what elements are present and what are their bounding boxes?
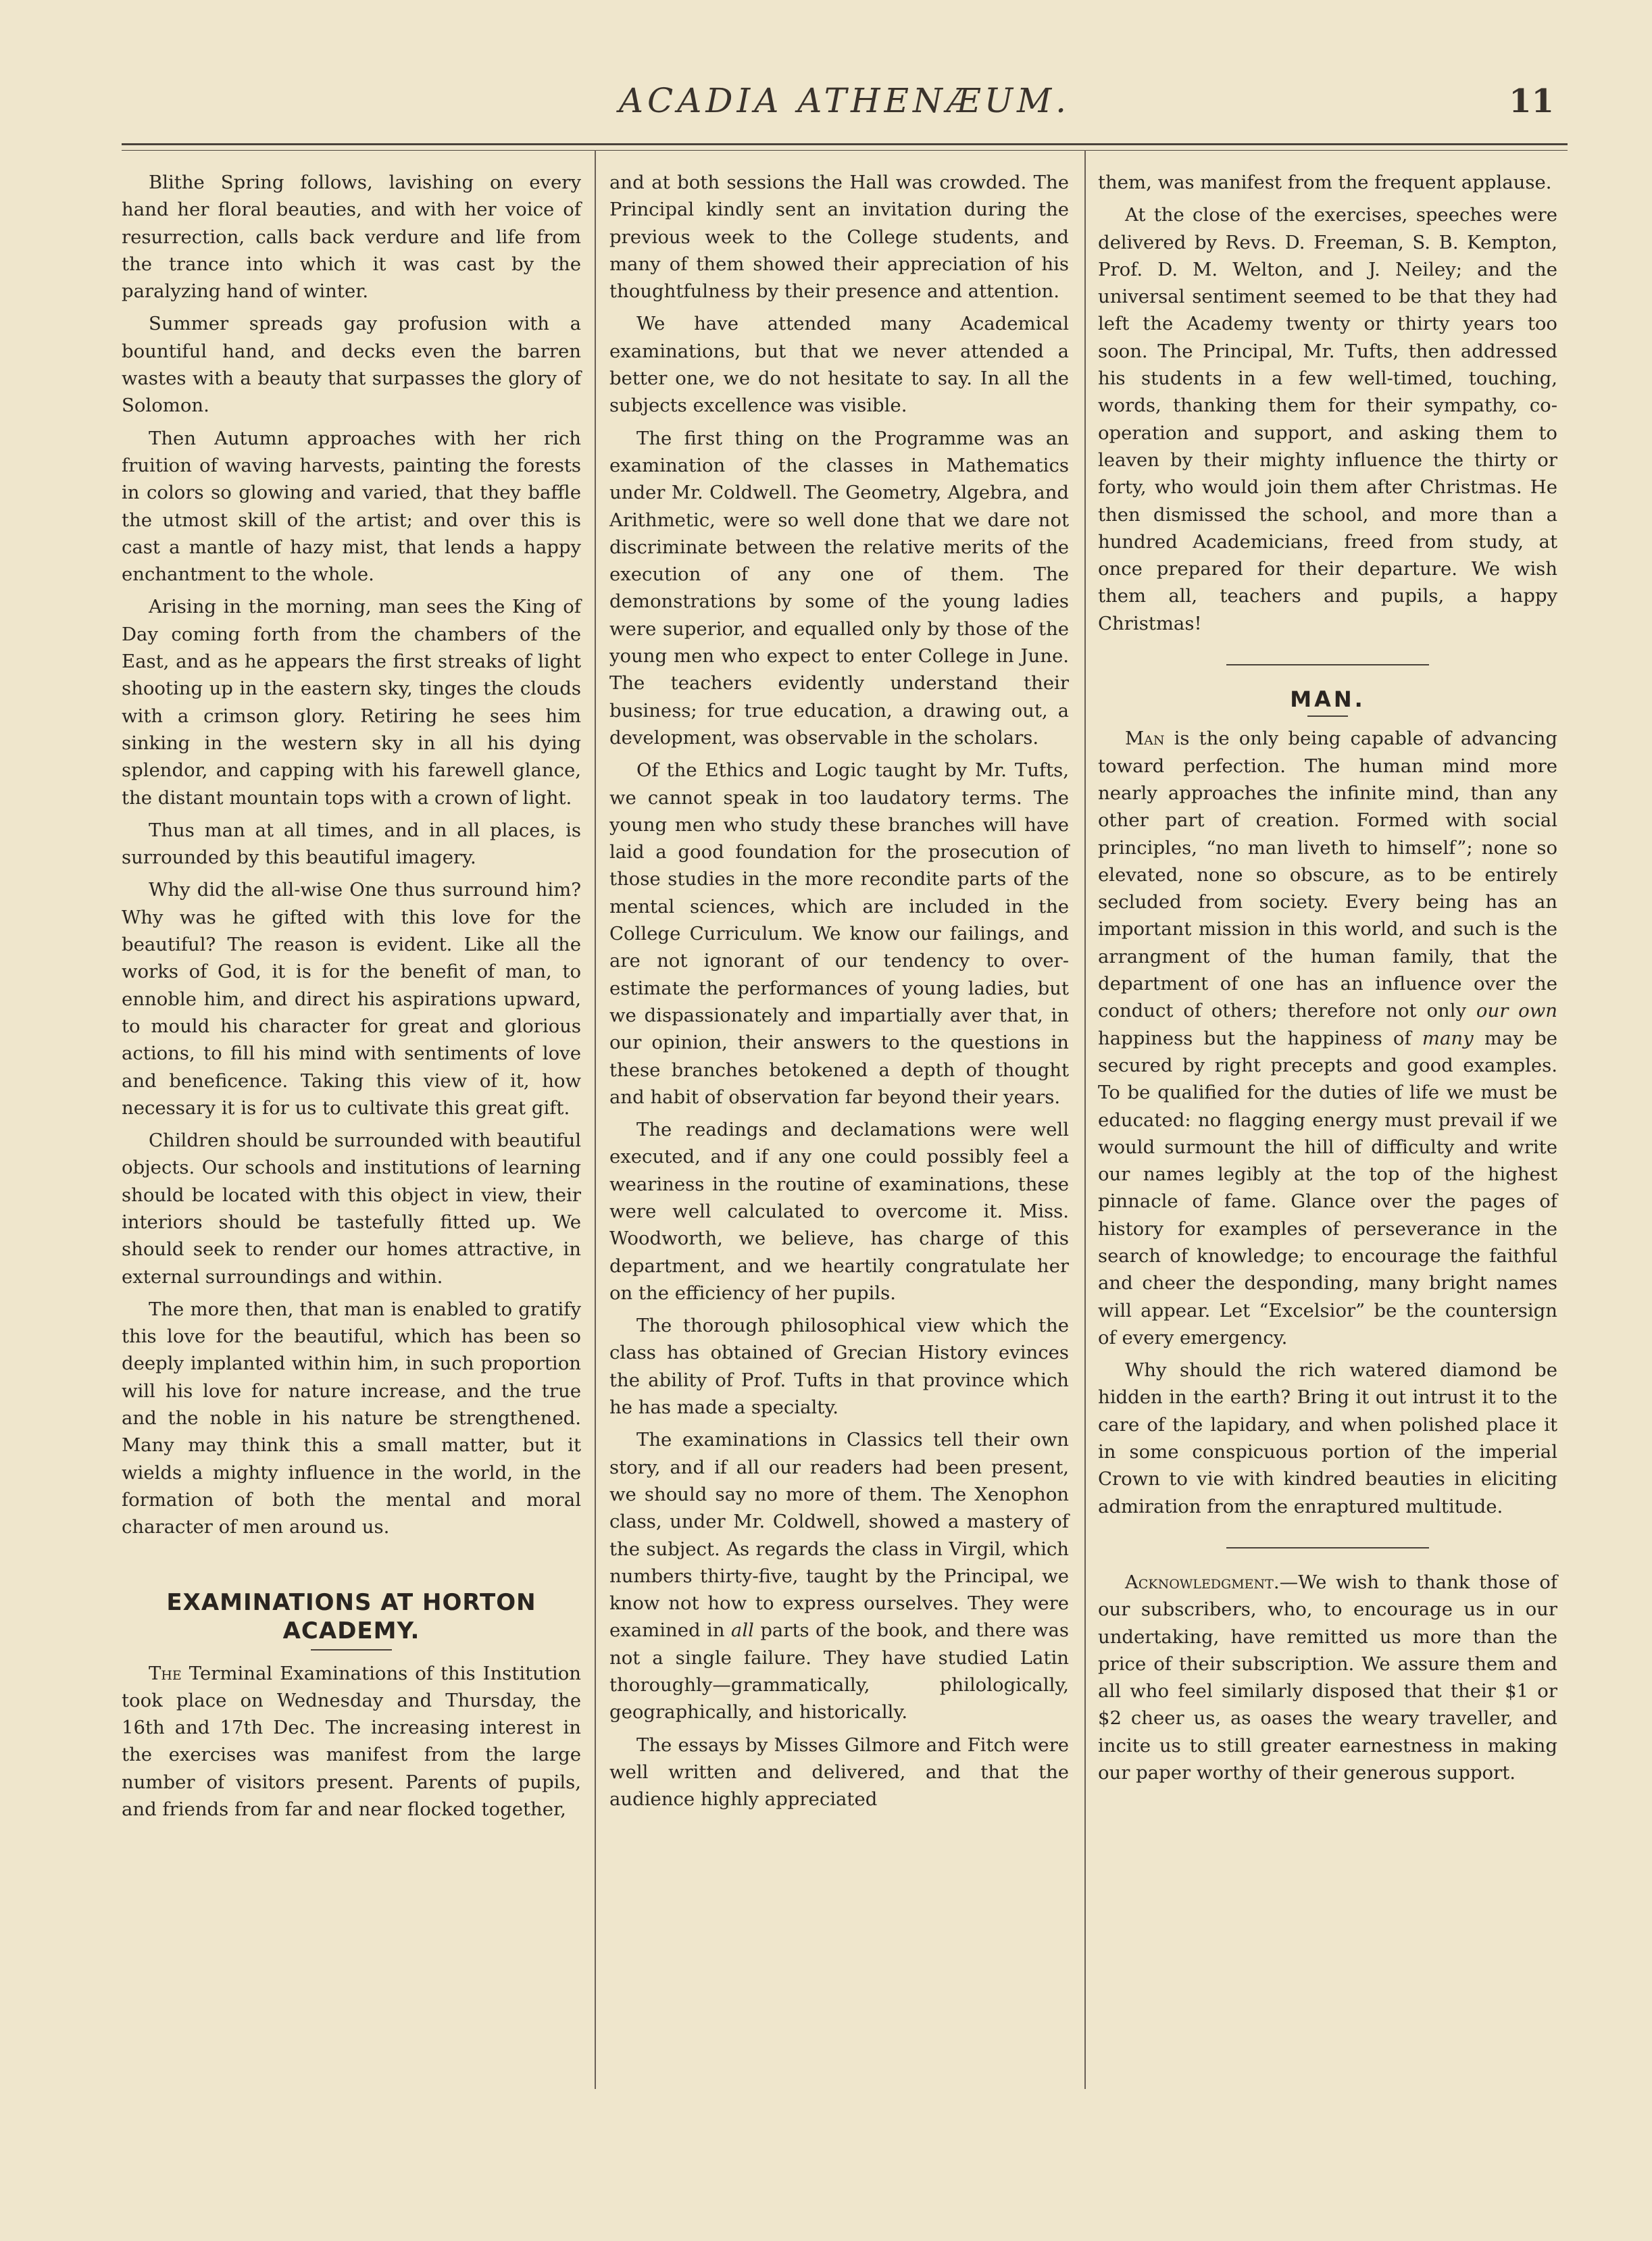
newspaper-title: ACADIA ATHENÆUM. bbox=[618, 81, 1071, 120]
paragraph-text: happiness but the happiness of bbox=[1098, 1027, 1411, 1049]
emphasis: our own bbox=[1476, 1000, 1557, 1022]
paragraph: We have attended many Academical examinations, but that we never attended a better one, we do not hesitate to say. In all the subjects excellence was visible. bbox=[609, 313, 1069, 417]
man-heading: MAN. bbox=[1290, 686, 1366, 713]
paragraph-text: Terminal Examinations of this Institution took place on Wednesday and Thursday, the 16th and 17th Dec. The increasing interest in the exercises was manifest from the large number of visitors present. Parents of pupils, and friends from far and near flocked together, bbox=[122, 1662, 581, 1821]
exam-heading bbox=[122, 1588, 581, 1645]
paragraph: Arising in the morning, man sees the King of Day coming forth from the chambers of the East, and as he appears the first streaks of light shooting up in the eastern sky, tinges the clouds with a crimson glory. Retiring he sees him sinking in the western sky in all his dying splendor, and capping with his farewell glance, the distant mountain tops with a crown of light. bbox=[122, 596, 581, 809]
paragraph: At the close of the exercises, speeches were delivered by Revs. D. Freeman, S. B. Kempton, Prof. D. M. Welton, and J. Neiley; and the universal sentiment seemed to be that they had left the Academy twenty or thirty years too soon. The Principal, Mr. Tufts, then addressed his students in a few well-timed, touching, words, thanking them for their sympathy, co-operation and support, and asking them to leaven by their mighty influence the thirty or forty, who would join them after Christmas. He then dismissed the school, and more than a hundred Academicians, freed from study, at once prepared for their departure. We wish them all, teachers and pupils, a happy Christmas! bbox=[1098, 204, 1557, 634]
paragraph: Children should be surrounded with beautiful objects. Our schools and institutions of learning should be located with this object in view, their interiors should be tastefully fitted up. We should seek to render our homes attractive, in external surroundings and within. bbox=[122, 1130, 581, 1288]
paragraph bbox=[122, 1660, 581, 1823]
paragraph-text: is the only being capable of advancing toward perfection. The human mind more nearly approaches the infinite mind, than any other part of creation. Formed with social principles, “no man liveth to himself”; none so elevated, none so obscure, as to be entirely secluded from society. Every being has an important mission in this world, and such is the arrangment of the human family, that the department of one has an influence over the conduct of others; therefore not only bbox=[1098, 728, 1557, 1022]
paragraph: them, was manifest from the frequent applause. bbox=[1098, 172, 1552, 193]
paragraph-text: parts of the book, and there was not a single failure. They have studied Latin thoroughly—grammatically, philologically, geographically, and historically. bbox=[609, 1619, 1069, 1723]
paragraph: Thus man at all times, and in all places, is surrounded by this beautiful imagery. bbox=[122, 819, 581, 869]
paragraph: The readings and declamations were well executed, and if any one could possibly feel a weariness in the routine of examinations, these were well calculated to overcome it. Miss. Woodworth, we believe, has charge of this department, and we heartily congratulate her on the efficiency of her pupils. bbox=[609, 1119, 1069, 1304]
section-separator bbox=[1226, 1547, 1429, 1548]
paragraph: Blithe Spring follows, lavishing on every hand her floral beauties, and with her voice of resurrection, calls back verdure and life from the trance into which it was cast by the paralyzing hand of winter. bbox=[122, 172, 581, 303]
masthead bbox=[122, 81, 1568, 135]
paragraph: The essays by Misses Gilmore and Fitch were well written and delivered, and that the audience highly appreciated bbox=[609, 1734, 1069, 1811]
column-divider-2 bbox=[1084, 150, 1086, 2089]
masthead-rule-thin bbox=[122, 150, 1568, 151]
paragraph: Then Autumn approaches with her rich fruition of waving harvests, painting the forests in colors so glowing and varied, that they baffle the utmost skill of the artist; and over this is cast a mantle of hazy mist, that lends a happy enchantment to the whole. bbox=[122, 427, 581, 586]
lead-word: The bbox=[149, 1662, 182, 1684]
masthead-rule bbox=[122, 143, 1568, 145]
paragraph bbox=[609, 1426, 1069, 1726]
paragraph: The first thing on the Programme was an examination of the classes in Mathematics under Mr. Coldwell. The Geometry, Algebra, and Arithmetic, were so well done that we dare not discriminate between the relative merits of the execution of any one of them. The demonstrations by some of the young ladies were superior, and equalled only by those of the young men who expect to enter College in June. The teachers evidently understand their business; for true education, a drawing out, a development, was observable in the scholars. bbox=[609, 427, 1069, 749]
column-divider-1 bbox=[595, 150, 596, 2089]
paragraph bbox=[1098, 1569, 1557, 1786]
paragraph: Of the Ethics and Logic taught by Mr. Tufts, we cannot speak in too laudatory terms. The young men who study these branches will have laid a good foundation for the prosecution of those studies in the more recondite parts of the mental sciences, which are included in the College Curriculum. We know our failings, and are not ignorant of our tendency to over-estimate the performances of young ladies, but we dispassionately and impartially aver that, in our opinion, their answers to the questions in these branches betokened a depth of thought and habit of observation far beyond their years. bbox=[609, 759, 1069, 1108]
exam-heading-line-2: ACADEMY. bbox=[282, 1617, 420, 1644]
section-separator bbox=[1226, 664, 1429, 665]
emphasis: all bbox=[730, 1619, 754, 1642]
lead-word: Acknowledgment. bbox=[1125, 1571, 1280, 1593]
paragraph: The more then, that man is enabled to gratify this love for the beautiful, which has been so deeply implanted within him, in such proportion will his love for nature increase, and the true and the noble in his nature be strengthened. Many may think this a small matter, but it wields a mighty influence in the world, in the formation of both the mental and moral character of men around us. bbox=[122, 1298, 581, 1538]
heading-rule bbox=[1307, 715, 1348, 717]
paragraph: and at both sessions the Hall was crowded. The Principal kindly sent an invitation during the previous week to the College students, and many of them showed their appreciation of his thoughtfulness by their presence and attention. bbox=[609, 172, 1069, 303]
paragraph-text: —We wish to thank those of our subscribers, who, to encourage us in our undertaking, have remitted us more than the price of their subscription. We assure them and all who feel similarly disposed that their $1 or $2 cheer us, as oases the weary traveller, and incite us to still greater earnestness in making our paper worthy of their generous support. bbox=[1098, 1571, 1557, 1784]
paragraph: Why did the all-wise One thus surround him? Why was he gifted with this love for the beautiful? The reason is evident. Like all the works of God, it is for the benefit of man, to ennoble him, and direct his aspirations upward, to mould his character for great and glorious actions, to fill his mind with sentiments of love and beneficence. Taking this view of it, how necessary it is for us to cultivate this great gift. bbox=[122, 879, 581, 1119]
paragraph bbox=[1098, 725, 1557, 1351]
column-3 bbox=[1098, 169, 1557, 1792]
paragraph-text: may be secured by right precepts and good examples. To be qualified for the duties of life we must be educated: no flagging energy must prevail if we would surmount the hill of difficulty and write our names legibly at the top of the highest pinnacle of fame. Glance over the pages of history for examples of perseverance in the search of knowledge; to encourage the faithful and cheer the desponding, many bright names will appear. Let “Excelsior” be the countersign of every emergency. bbox=[1098, 1027, 1557, 1349]
paragraph: Why should the rich watered diamond be hidden in the earth? Bring it out intrust it to the care of the lapidary, and when polished place it in some conspicuous portion of the imperial Crown to vie with kindred beauties in eliciting admiration from the enraptured multitude. bbox=[1098, 1359, 1557, 1517]
page-number: 11 bbox=[1509, 82, 1554, 120]
column-2 bbox=[609, 169, 1069, 1819]
paragraph: The thorough philosophical view which the class has obtained of Grecian History evinces the ability of Prof. Tufts in that province which he has made a specialty. bbox=[609, 1315, 1069, 1419]
heading-rule bbox=[311, 1649, 392, 1651]
exam-heading-line-1: EXAMINATIONS AT HORTON bbox=[166, 1588, 536, 1616]
column-1 bbox=[122, 169, 581, 1828]
paragraph-text: The examinations in Classics tell their own story, and if all our readers had been present, we should say no more of them. The Xenophon class, under Mr. Coldwell, showed a mastery of the subject. As regards the class in Virgil, which numbers thirty-five, taught by the Principal, we know not how to express ourselves. They were examined in bbox=[609, 1429, 1069, 1642]
paragraph: Summer spreads gay profusion with a bountiful hand, and decks even the barren wastes with a beauty that surpasses the glory of Solomon. bbox=[122, 313, 581, 417]
emphasis: many bbox=[1422, 1027, 1474, 1049]
lead-word: Man bbox=[1125, 728, 1165, 750]
